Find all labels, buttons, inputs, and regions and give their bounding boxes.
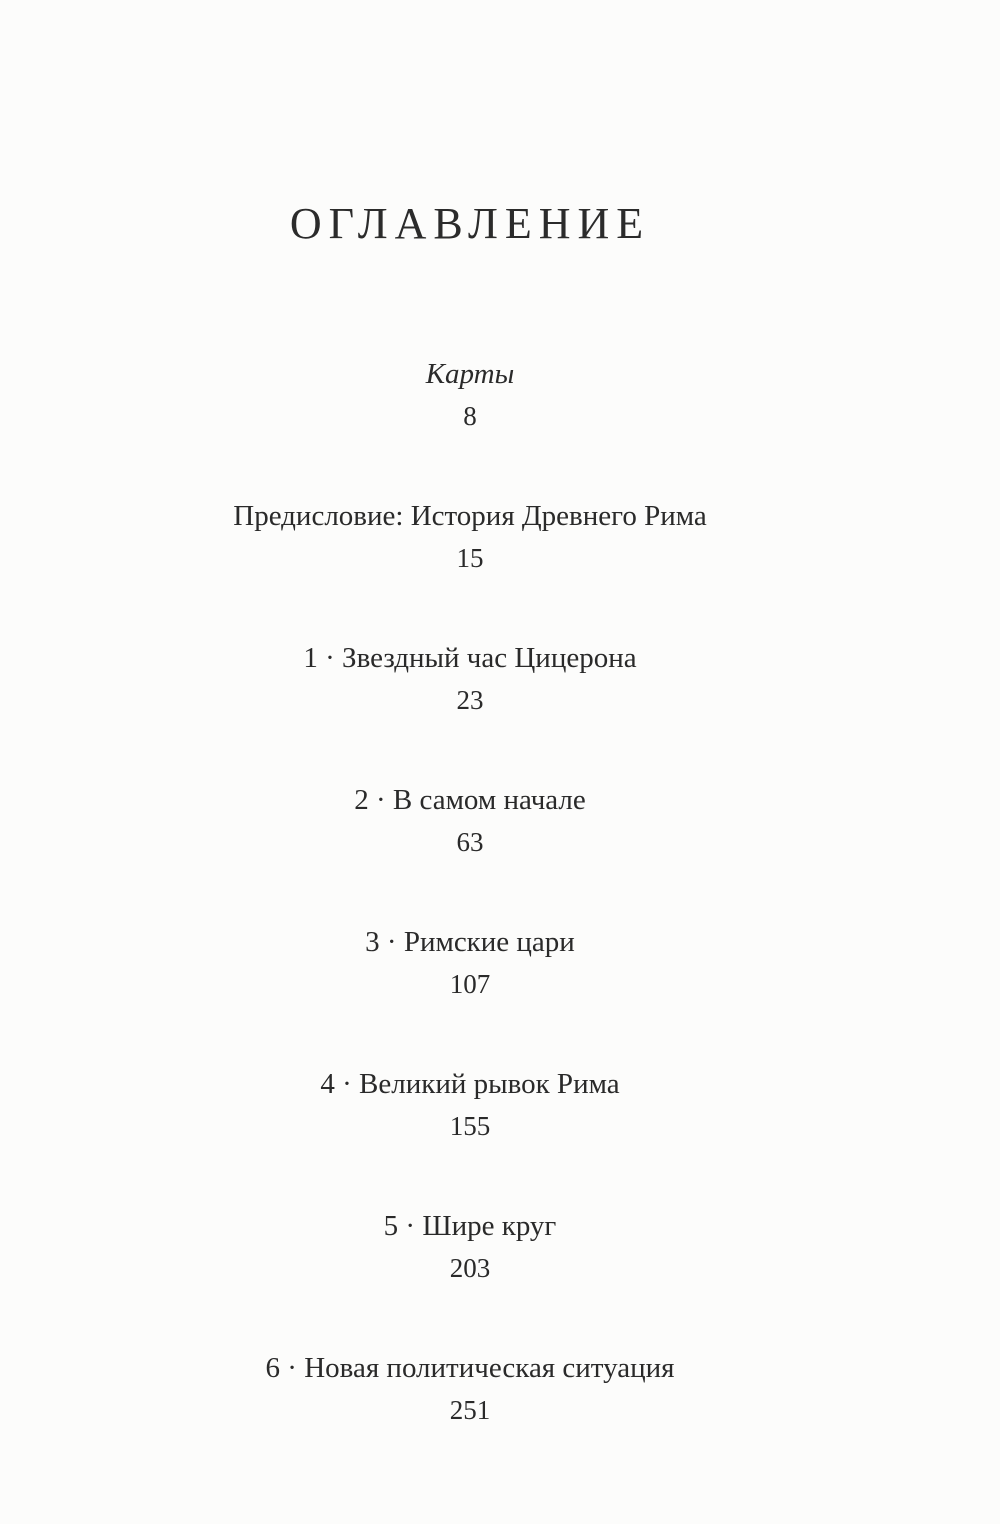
toc-entry-label: 5 · Шире круг [383,1210,557,1242]
toc-entry-chapter-4[interactable] [0,1064,940,1146]
page-title: ОГЛАВЛЕНИЕ [289,199,651,248]
toc-entry-chapter-5[interactable] [0,1206,940,1288]
toc-entry-page: 8 [463,401,477,431]
toc-entry-label: Карты [425,358,515,390]
toc-entry-maps[interactable] [0,354,940,436]
toc-entry-chapter-6[interactable] [0,1348,940,1430]
toc-entry-page: 203 [449,1253,491,1283]
toc-entry-page: 251 [449,1395,491,1425]
toc-entry-page: 23 [456,685,484,715]
toc-entry-chapter-3[interactable] [0,922,940,1004]
toc-entry-page: 63 [456,827,484,857]
toc-entry-label: 4 · Великий рывок Рима [320,1068,620,1100]
toc-entry-label: 2 · В самом начале [354,784,586,816]
toc-entry-page: 107 [449,969,491,999]
toc-entry-chapter-1[interactable] [0,638,940,720]
toc-entry-label: 6 · Новая политическая ситуация [265,1352,675,1384]
toc-entry-label: 3 · Римские цари [365,926,575,958]
toc-entry-label: 1 · Звездный час Цицерона [303,642,637,674]
toc-entry-page: 15 [456,543,484,573]
toc-entry-preface[interactable] [0,496,940,578]
toc-entry-page: 155 [449,1111,491,1141]
toc-entry-label: Предисловие: История Древнего Рима [233,500,707,532]
toc-entry-chapter-2[interactable] [0,780,940,862]
